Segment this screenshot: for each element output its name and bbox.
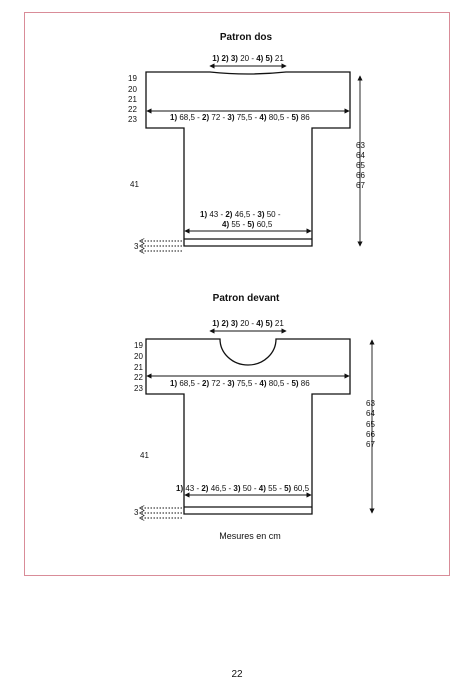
size-label: 66 <box>366 430 375 439</box>
measurement-part: 1) 2) 3) <box>212 319 241 328</box>
size-label: 20 <box>134 352 143 361</box>
measurement-part: 50 - <box>242 484 259 493</box>
size-label: 23 <box>134 384 143 393</box>
size-label: 19 <box>128 74 137 83</box>
size-label: 23 <box>128 115 137 124</box>
measurement-part: 5) <box>291 113 301 122</box>
measurement-part: 1) 2) 3) <box>212 54 241 63</box>
front-hem-label <box>176 484 310 493</box>
measurement-part: 46,5 - <box>234 210 258 219</box>
back-hem-label-1 <box>200 210 281 219</box>
measurement-part: 20 - <box>240 54 257 63</box>
footnote: Mesures en cm <box>219 531 281 541</box>
measurement-part: 50 - <box>266 210 281 219</box>
size-label: 64 <box>356 151 365 160</box>
measurement-part: 3) <box>227 379 237 388</box>
measurement-part: 2) <box>202 113 212 122</box>
front-side-length: 41 <box>140 451 149 460</box>
measurement-part: 46,5 - <box>210 484 234 493</box>
measurement-part: 1) <box>176 484 186 493</box>
front-width-label <box>170 379 310 388</box>
back-neck-label <box>212 54 284 63</box>
measurement-part: 72 - <box>211 113 228 122</box>
size-label: 19 <box>134 341 143 350</box>
back-hem-label-2 <box>222 220 273 229</box>
measurement-part: 3) <box>233 484 243 493</box>
size-label: 66 <box>356 171 365 180</box>
back-length-sizes <box>356 141 365 190</box>
measurement-part: 4) <box>258 484 269 493</box>
front-length-sizes <box>366 399 375 449</box>
measurement-part: 80,5 - <box>268 379 292 388</box>
measurement-part: 1) <box>170 379 180 388</box>
measurement-part: 68,5 - <box>179 379 203 388</box>
size-label: 65 <box>356 161 365 170</box>
measurement-part: 4) <box>222 220 232 229</box>
size-label: 67 <box>356 181 365 190</box>
size-label: 63 <box>366 399 375 408</box>
measurement-part: 75,5 - <box>236 113 260 122</box>
measurement-part: 60,5 <box>256 220 273 229</box>
size-label: 21 <box>134 363 143 372</box>
front-rib-label: 3 <box>134 508 139 517</box>
measurement-part: 5) <box>247 220 257 229</box>
measurement-part: 86 <box>300 113 310 122</box>
measurement-part: 4) 5) <box>256 319 275 328</box>
front-shoulder-sizes <box>134 341 143 393</box>
size-label: 21 <box>128 95 137 104</box>
measurement-part: 43 - <box>209 210 226 219</box>
measurement-part: 72 - <box>211 379 228 388</box>
front-neck-label <box>212 319 284 328</box>
measurement-part: 5) <box>284 484 294 493</box>
measurement-part: 75,5 - <box>236 379 260 388</box>
back-side-length: 41 <box>130 180 139 189</box>
measurement-part: 3) <box>257 210 267 219</box>
size-label: 65 <box>366 420 375 429</box>
measurement-part: 3) <box>227 113 237 122</box>
back-title: Patron dos <box>219 32 273 43</box>
front-title: Patron devant <box>212 293 280 304</box>
measurement-part: 2) <box>201 484 211 493</box>
measurement-part: 55 - <box>231 220 248 229</box>
back-shoulder-sizes <box>128 74 137 124</box>
size-label: 64 <box>366 409 375 418</box>
measurement-part: 2) <box>202 379 212 388</box>
measurement-part: 86 <box>300 379 310 388</box>
back-pattern <box>128 32 365 251</box>
measurement-part: 80,5 - <box>268 113 292 122</box>
measurement-part: 4) 5) <box>256 54 275 63</box>
size-label: 20 <box>128 85 137 94</box>
size-label: 22 <box>128 105 137 114</box>
measurement-part: 1) <box>200 210 210 219</box>
size-label: 63 <box>356 141 365 150</box>
measurement-part: 68,5 - <box>179 113 203 122</box>
measurement-part: 4) <box>259 113 269 122</box>
measurement-part: 55 - <box>268 484 285 493</box>
back-rib-label: 3 <box>134 242 139 251</box>
back-width-label <box>170 113 310 122</box>
measurement-part: 5) <box>291 379 301 388</box>
measurement-part: 20 - <box>240 319 257 328</box>
front-pattern <box>134 293 375 518</box>
measurement-part: 43 - <box>185 484 202 493</box>
measurement-part: 1) <box>170 113 180 122</box>
measurement-part: 60,5 <box>293 484 310 493</box>
measurement-part: 21 <box>274 54 284 63</box>
page-number: 22 <box>231 669 243 680</box>
measurement-part: 4) <box>259 379 269 388</box>
size-label: 67 <box>366 440 375 449</box>
size-label: 22 <box>134 373 143 382</box>
measurement-part: 21 <box>274 319 284 328</box>
measurement-part: 2) <box>225 210 235 219</box>
